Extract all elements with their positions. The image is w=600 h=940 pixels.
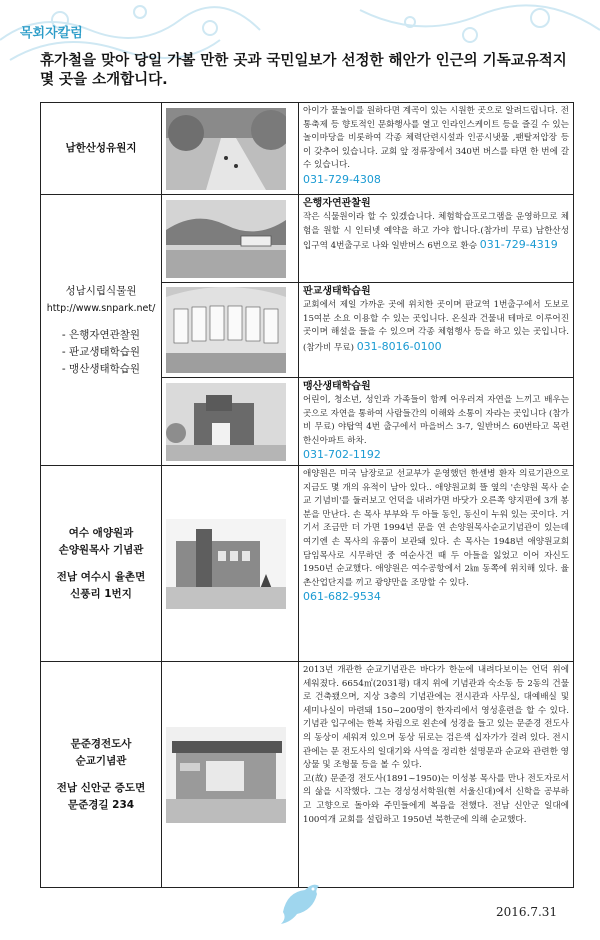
site-name-cell — [41, 466, 162, 662]
photo-cell — [162, 662, 299, 888]
site-description-cell — [299, 283, 574, 378]
sub-site-label: - 판교생태학습원 — [61, 345, 141, 358]
sub-site-label: - 은행자연관찰원 — [61, 328, 141, 341]
sub-site-title: 맹산생태학습원 — [303, 381, 371, 392]
site-name-cell — [41, 662, 162, 888]
greenhouse-interior-photo — [166, 287, 286, 373]
phone-number: 031-8016-0100 — [356, 339, 442, 353]
table-row — [41, 662, 574, 888]
site-name: 손양원목사 기념관 — [58, 543, 144, 556]
phone-number: 061-682-9534 — [303, 590, 381, 604]
photo-cell — [162, 195, 299, 283]
site-address: 전남 신안군 증도면 — [56, 781, 146, 794]
site-description-cell — [299, 378, 574, 466]
phone-number: 031-702-1192 — [303, 448, 381, 462]
photo-cell — [162, 466, 299, 662]
site-description: 교회에서 제일 가까운 곳에 위치한 곳이며 판교역 1번출구에서 도보로 15여분 소요 이용할 수 있는 곳입니다. 온실과 건물내 테마로 이루어진 곳이며 해설을 들을 수 있으며 각종 체험행사 등을 하고 있는 곳입니다.(참가비 무료) — [303, 300, 569, 353]
site-address: 문준경길 234 — [67, 798, 135, 811]
table-row — [41, 466, 574, 662]
site-description-cell — [299, 103, 574, 195]
site-name: 남한산성유원지 — [65, 142, 137, 154]
phone-number: 031-729-4319 — [479, 238, 558, 252]
intro-text: 휴가철을 맞아 당일 가볼 만한 곳과 국민일보가 선정한 해안가 인근의 기독교유적지 몇 곳을 소개합니다. — [40, 53, 567, 88]
bird-icon — [273, 872, 329, 928]
site-description: 고(故) 문준경 전도사(1891~1950)는 이성봉 목사를 만나 전도자로서의 삶을 시작했다. 그는 경성성서학원(현 서울신대)에서 신학을 공부하고 고향으로 돌아와 주민들에게 복음을 전했다. 전남 신안군 일대에 100여개 교회를 설립하고 1950년 북한군에 의해 순교했다. — [303, 773, 569, 825]
site-url: http://www.snpark.net/ — [46, 302, 156, 314]
table-row — [41, 195, 574, 283]
pond-garden-photo — [166, 200, 286, 278]
site-address: 신풍리 1번지 — [70, 587, 132, 600]
sub-site-title: 은행자연관찰원 — [303, 198, 371, 209]
site-description: 아이가 물놀이를 원하다면 계곡이 있는 시원한 곳으로 알려드립니다. 전통축제 등 향토적인 문화행사를 열고 인라인스케이트 등을 즐길 수 있는 놀이마당을 비롯하여 각종 체력단련시설과 인공시냇물 ,팬탈저압장 등이 갖추어 있습니다. 교회 앞 정류장에서 340번 버스를 타면 한 번에 갈 수 있습니다. — [303, 106, 569, 171]
site-name: 순교기념관 — [75, 754, 127, 767]
site-description: 어린이, 청소년, 성인과 가족들이 함께 어우러져 자연을 느끼고 배우는 곳으로 자연을 통하여 사람들간의 이해와 소통이 자라는 곳입니다 (참가비 무료) 야탑역 4번 출구에서 마을버스 3-7, 일반버스 60번타고 목련한신아파트 하차. — [303, 395, 569, 446]
site-description-cell — [299, 195, 574, 283]
table-row — [41, 103, 574, 195]
park-walkway-photo — [166, 108, 286, 190]
martyrdom-memorial-photo — [166, 727, 286, 823]
site-name: 성남시립식물원 — [65, 284, 137, 297]
memorial-hall-photo — [166, 519, 286, 609]
site-name-cell — [41, 195, 162, 466]
site-name-cell — [41, 103, 162, 195]
site-description: 작은 식물원이라 할 수 있겠습니다. 체험학습프로그램을 운영하므로 체험을 원할 시 인터넷 예약을 하고 가야 합니다.(참가비 무료) 남한산성입구역 4번출구로 나와 일반버스 6번으로 환승 — [303, 212, 569, 252]
sub-site-label: - 맹산생태학습원 — [61, 362, 141, 375]
photo-cell — [162, 283, 299, 378]
sub-site-title: 판교생태학습원 — [303, 286, 371, 297]
learning-center-building-photo — [166, 383, 286, 461]
site-description: 2013년 개관한 순교기념관은 바다가 한눈에 내려다보이는 언덕 위에 세워졌다. 6654㎡(2031평) 대지 위에 기념관과 숙소동 등 2동의 건물로 건축됐으며, 지상 3층의 기념관에는 전시관과 사무실, 대예배실 및 세미나실이 마련돼 150~200명이 한자리에서 영성훈련을 할 수 있다. 기념관 입구에는 한복 차림으로 왼손에 성경을 들고 있는 문준경 전도사의 동상이 세워져 있으며 동상 뒤로는 검은색 십자가가 걸려 있다. 전시관에는 문 전도사의 일대기와 사역을 정리한 설명문과 순교와 관련한 영상물 및 조형물 등을 볼 수 있다. — [303, 665, 569, 771]
site-description-cell — [299, 662, 574, 888]
site-name: 여수 애양원과 — [68, 526, 134, 539]
site-description-cell — [299, 466, 574, 662]
column-tag: 목회자칼럼 — [20, 26, 83, 41]
site-address: 전남 여수시 율촌면 — [56, 570, 146, 583]
site-name: 문준경전도사 — [70, 737, 132, 750]
photo-cell — [162, 378, 299, 466]
phone-number: 031-729-4308 — [303, 172, 381, 186]
photo-cell — [162, 103, 299, 195]
site-description: 애양원은 미국 남장로교 선교부가 운영했던 한센병 환자 의료기관으로 지금도 몇 개의 유적이 남아 있다.. 애양원교회 뜰 옆의 '손양원 목사 순교 기념비'를 둘러보고 언덕을 내려가면 바닷가 오른쪽 양지편에 3개 봉분을 만난다. 손 목사 부부와 두 아들 동인, 동신이 누워 있는 곳이다. 거기서 조금만 더 가면 1994년 문을 연 손양원목사순교기념관이 있는데 여기엔 손 목사의 유품이 보관돼 있다. 손 목사는 1948년 애양원교회 담임목사로 시무하던 중 여순사건 때 두 아들을 잃었고 이어 자신도 1950년 순교했다. 애양원은 여수공항에서 2㎞ 동쪽에 위치해 있다. 율촌산업단지를 끼고 광양만을 조망할 수 있다. — [303, 469, 569, 588]
sites-table — [40, 102, 574, 888]
date-stamp: 2016.7.31 — [496, 905, 558, 919]
